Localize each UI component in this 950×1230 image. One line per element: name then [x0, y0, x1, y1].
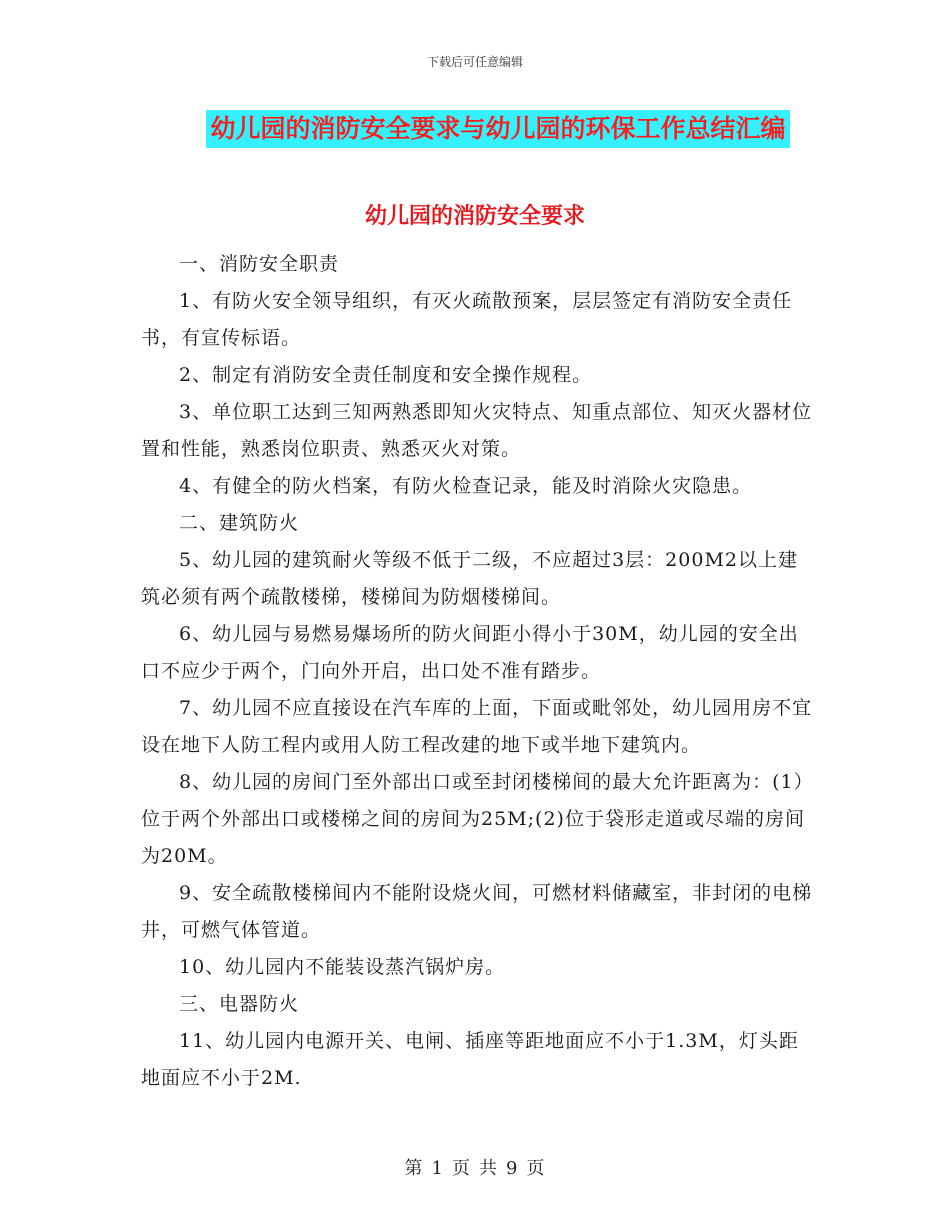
paragraph-4: 4、有健全的防火档案，有防火检查记录，能及时消除火灾隐患。	[179, 475, 753, 497]
paragraph-1: 1、有防火安全领导组织，有灭火疏散预案，层层签定有消防安全责任书，有宣传标语。	[141, 290, 793, 349]
footer-label-total: 共	[479, 1158, 498, 1179]
footer-label-ye2: 页	[526, 1158, 546, 1179]
paragraph-7: 7、幼儿园不应直接设在汽车库的上面，下面或毗邻处，幼儿园用房不宜设在地下人防工程内或用人防工程改建的地下或半地下建筑内。	[141, 697, 813, 756]
paragraph-3: 3、单位职工达到三知两熟悉即知火灾特点、知重点部位、知灭火器材位置和性能，熟悉岗位职责、熟悉灭火对策。	[141, 401, 813, 460]
paragraph-2: 2、制定有消防安全责任制度和安全操作规程。	[179, 364, 593, 386]
page-footer	[0, 1154, 950, 1180]
paragraph-11: 11、幼儿园内电源开关、电闸、插座等距地面应不小于1.3M，灯头距地面应不小于2M.	[141, 1030, 799, 1089]
paragraph-9: 9、安全疏散楼梯间内不能附设烧火间，可燃材料储藏室，非封闭的电梯井，可燃气体管道。	[141, 882, 813, 941]
document-title: 幼儿园的消防安全要求与幼儿园的环保工作总结汇编	[206, 110, 789, 148]
heading-responsibilities: 一、消防安全职责	[179, 253, 340, 275]
main-title-wrap	[0, 110, 950, 148]
paragraph-5: 5、幼儿园的建筑耐火等级不低于二级，不应超过3层：200M2以上建筑必须有两个疏散楼梯，楼梯间为防烟楼梯间。	[141, 549, 798, 608]
paragraph-8: 8、幼儿园的房间门至外部出口或至封闭楼梯间的最大允许距离为：(1）位于两个外部出口或楼梯之间的房间为25M;(2)位于袋形走道或尽端的房间为20M。	[141, 771, 805, 867]
document-body	[141, 246, 813, 1097]
header-note: 下载后可任意编辑	[426, 55, 523, 69]
footer-total-pages: 9	[506, 1158, 519, 1179]
footer-label-ye: 页	[452, 1158, 471, 1179]
paragraph-6: 6、幼儿园与易燃易爆场所的防火间距小得小于30M，幼儿园的安全出口不应少于两个，门向外开启，出口处不准有踏步。	[141, 623, 799, 682]
paragraph-10: 10、幼儿园内不能装设蒸汽锅炉房。	[179, 956, 506, 978]
heading-electrical-fire: 三、电器防火	[179, 993, 300, 1015]
footer-label-page: 第	[404, 1158, 424, 1179]
footer-current-page: 1	[431, 1158, 444, 1179]
section-title: 幼儿园的消防安全要求	[364, 204, 585, 229]
heading-building-fire: 二、建筑防火	[179, 512, 300, 534]
